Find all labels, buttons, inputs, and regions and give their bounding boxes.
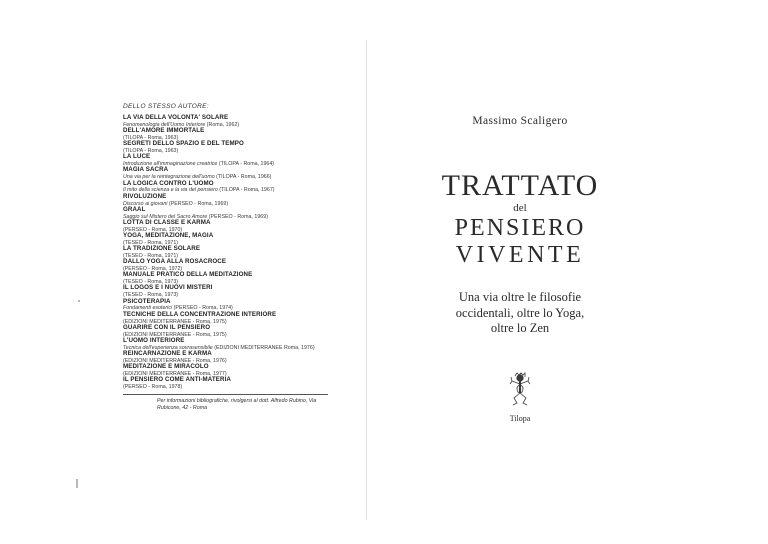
page-gutter [366,40,367,520]
book-details: (EDIZIONI MEDITERRANEE - Roma, 1975) [123,318,227,325]
footnote-rule [123,394,328,395]
subtitle-line: occidentali, oltre lo Yoga, [455,305,585,320]
book-details: (TILOPA - Roma, 1963) [123,135,179,142]
book-details: (EDIZIONI MEDITERRANEE - Roma, 1975) [123,331,227,338]
scan-speck [78,300,80,302]
book-details: (TESEO - Roma, 1973) [123,292,179,299]
book-title: REINCARNAZIONE E KARMA [123,349,212,357]
publisher-name: Tilopa [509,414,531,423]
book-title: GUARIRE CON IL PENSIERO [123,323,211,331]
title-line-1: TRATTATO [441,169,599,202]
book-details: (EDIZIONI MEDITERRANEE - Roma, 1976) [123,357,227,364]
book-title: RIVOLUZIONE [123,192,167,200]
book-details: (PERSEO - Roma, 1978) [123,384,183,391]
publisher-figure-icon [509,372,531,406]
title-line-2: PENSIERO [454,215,586,241]
bibliography-item [123,338,358,351]
bibliography-item [123,325,358,338]
book-details: (TESEO - Roma, 1971) [123,253,179,259]
book-details: (TESEO - Roma, 1971) [123,239,179,246]
book-details: (EDIZIONI MEDITERRANEE - Roma, 1977) [123,370,227,377]
bibliographic-footnote: Per informazioni bibliografiche, rivolgersi al dott. Alfredo Rubino, Via Rubicone, 42 - Roma [157,398,317,411]
bibliography-list [123,115,358,390]
book-title: IL LOGOS E I NUOVI MISTERI [123,284,213,292]
title-connector: del [513,202,527,214]
bibliography-item [123,207,358,220]
subtitle-line: Una via oltre le filosofie [458,290,582,304]
book-details: (PERSEO - Roma, 1970) [123,226,183,233]
book-title: MANUALE PRATICO DELLA MEDITAZIONE [123,271,253,279]
scan-mark [76,479,78,488]
book-title: LA VIA DELLA VOLONTA' SOLARE [123,114,229,121]
bibliography-item [123,194,358,207]
book-title: YOGA, MEDITAZIONE, MAGIA [123,231,214,239]
book-title: SEGRETI DELLO SPAZIO E DEL TEMPO [123,140,244,148]
bibliography-item [123,167,358,180]
book-details: Fenomenologia dell'Uomo Interiore (Roma, 1962) [123,121,240,128]
book-title: LA LUCE [123,153,151,161]
book-details: (TESEO - Roma, 1973) [123,279,179,286]
book-title: GRAAL [123,205,146,213]
book-details: Discorso ai giovani (PERSEO - Roma, 1969) [123,200,229,207]
book-title: MEDITAZIONE E MIRACOLO [123,363,209,371]
book-details: Fondamenti esoterici (PERSEO - Roma, 1974) [123,305,233,312]
book-subtitle [430,290,610,337]
book-title: LOTTA DI CLASSE E KARMA [123,218,211,226]
subtitle-line: oltre lo Zen [490,321,550,335]
book-details: Tecnica dell'esperienza sovrasensibile (EDIZIONI MEDITERRANEE Roma, 1976) [123,344,315,351]
bibliography-item [123,285,358,298]
by-same-author-heading: DELLO STESSO AUTORE: [123,103,209,110]
book-title: DALLO YOGA ALLA ROSACROCE [123,258,227,266]
book-title: LA LOGICA CONTRO L'UOMO [123,179,214,187]
book-title: MAGIA SACRA [123,166,169,174]
book-title: DELL'AMORE IMMORTALE [123,127,205,135]
book-details: Saggio sul Mistero del Sacro Amore (PERSEO - Roma, 1969) [123,213,268,220]
title-line-3: VIVENTE [455,242,585,268]
book-title: PSICOTERAPIA [123,297,171,305]
bibliography-item [123,141,358,154]
bibliography-item [123,181,358,194]
book-title: LA TRADIZIONE SOLARE [123,245,201,253]
book-title: L'UOMO INTERIORE [123,336,185,344]
book-details: (PERSEO - Roma, 1972) [123,266,183,273]
book-details: Il mito della scienza e la via del pensiero (TILOPA - Roma, 1967) [123,187,275,194]
left-page [123,103,358,411]
book-title: IL PENSIERO COME ANTI-MATERIA [123,376,231,384]
book-title: TECNICHE DELLA CONCENTRAZIONE INTERIORE [123,310,277,318]
bibliography-item [123,377,358,390]
book-details: Introduzione all'immaginazione creatrice (TILOPA - Roma, 1964) [123,161,275,168]
author-name: Massimo Scaligero [472,115,568,127]
book-details: (TILOPA - Roma, 1963) [123,148,179,155]
book-details: Una via per la reintegrazione dell'uomo (TILOPA - Roma, 1966) [123,174,272,181]
bibliography-item [123,299,358,312]
bibliography-item [123,312,358,325]
